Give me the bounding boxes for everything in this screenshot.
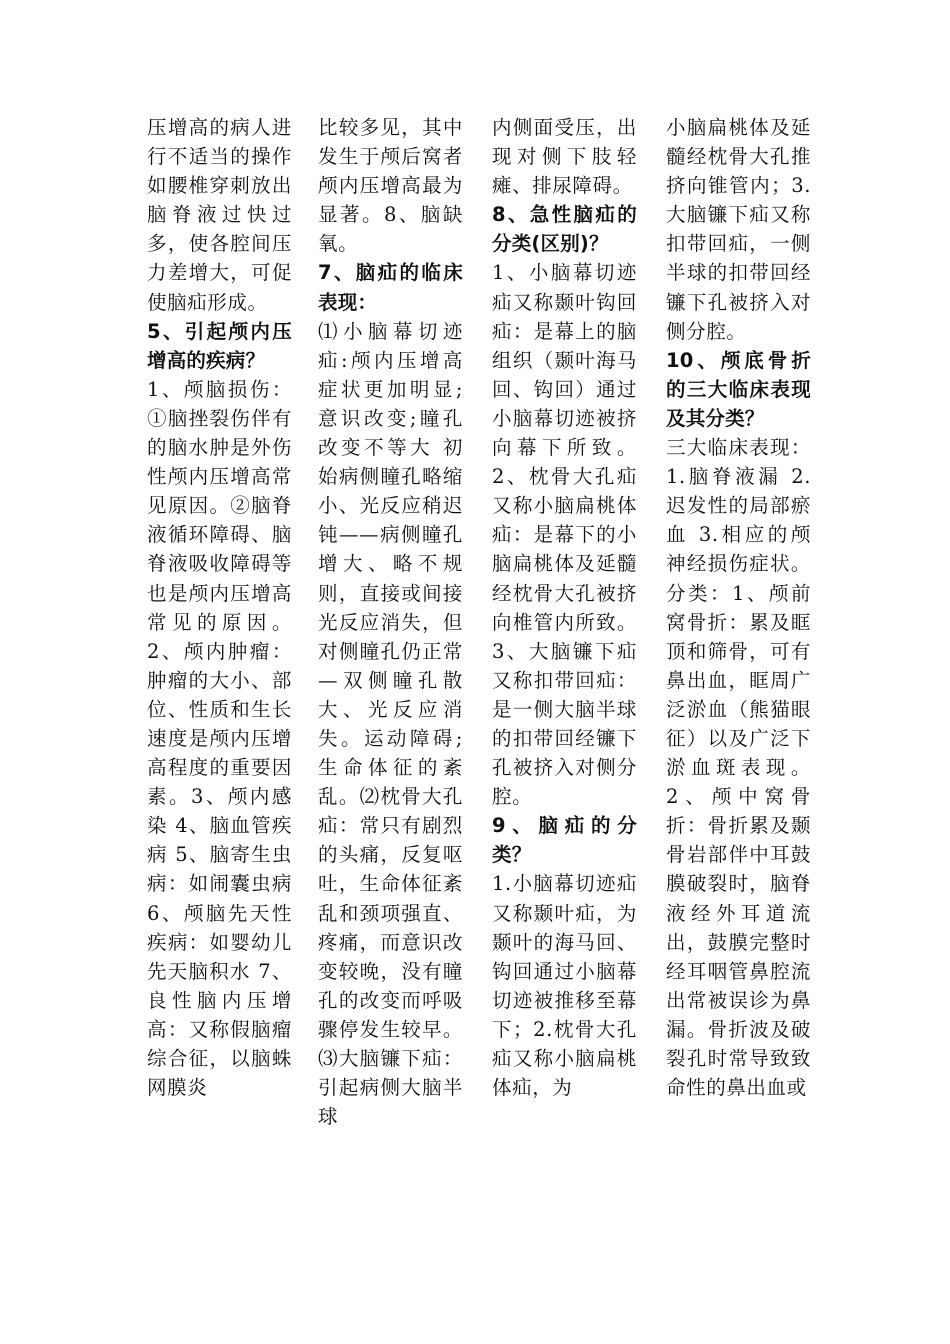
paragraph: 小脑扁桃体及延髓经枕骨大孔推挤向锥管内；3.大脑镰下疝又称扣带回疝，一侧半球的扣带回经镰下孔被挤入对侧分腔。	[666, 116, 811, 343]
paragraph: 1、颅脑损伤：①脑挫裂伤伴有的脑水肿是外伤性颅内压增高常见原因。②脑脊液循环障碍、脑脊液吸收障碍等也是颅内压增高常见的原因。2、颅内肿瘤：肿瘤的大小、部位、性质和生长速度是颅内压增高程度的重要因素。3、颅内感染 4、脑血管疾病 5、脑寄生虫病：如闹囊虫病 6、颅脑先天性疾病：如婴幼儿先天脑积水 7、良性脑内压增高：又称假脑瘤综合征，以脑蛛网膜炎	[147, 377, 292, 1100]
section-heading: 7、脑疝的临床表现：	[318, 261, 463, 314]
text-column-1	[147, 113, 292, 1102]
paragraph: ⑴小脑幕切迹疝:颅内压增高症状更加明显;意识改变;瞳孔改变不等大 初始病侧瞳孔略缩小、光反应稍迟钝——病侧瞳孔增大、略不规则，直接或间接光反应消失，但对侧瞳孔仍正常—双侧瞳孔散大、光反应消失。运动障碍;生命体征的紊乱。⑵枕骨大孔疝：常只有剧烈的头痛，反复呕吐，生命体征紊乱和颈项强直、疼痛，而意识改变较晚，没有瞳孔的改变而呼吸骤停发生较早。⑶大脑镰下疝：引起病侧大脑半球	[318, 319, 463, 1129]
paragraph: 压增高的病人进行不适当的操作如腰椎穿刺放出脑脊液过快过多，使各腔间压力差增大，可促使脑疝形成。	[147, 116, 292, 314]
section-heading: 10、颅底骨折的三大临床表现及其分类？	[666, 348, 811, 430]
paragraph: 三大临床表现：1.脑脊液漏 2.迟发性的局部瘀血 3.相应的颅神经损伤症状。分类：1、颅前窝骨折：累及眶顶和筛骨，可有鼻出血，眶周广泛淤血（熊猫眼征）以及广泛下淤血斑表现。2、颅中窝骨折：骨折累及颞骨岩部伴中耳鼓膜破裂时，脑脊液经外耳道流出，鼓膜完整时经耳咽管鼻腔流出常被误诊为鼻漏。骨折波及破裂孔时常导致致命性的鼻出血或	[666, 436, 811, 1100]
section-heading: 8、急性脑疝的分类(区别)？	[492, 203, 637, 256]
section-heading: 5、引起颅内压增高的疾病？	[147, 319, 292, 372]
text-column-2	[318, 113, 463, 1131]
paragraph: 1、小脑幕切迹疝又称颞叶钩回疝：是幕上的脑组织（颞叶海马回、钩回）通过小脑幕切迹被挤向幕下所致。 2、枕骨大孔疝又称小脑扁桃体疝：是幕下的小脑扁桃体及延髓经枕骨大孔被挤向椎管内所致。 3、大脑镰下疝又称扣带回疝：是一侧大脑半球的扣带回经镰下孔被挤入对侧分腔。	[492, 261, 637, 809]
paragraph: 1.小脑幕切迹疝又称颞叶疝，为颞叶的海马回、钩回通过小脑幕切迹被推移至幕下；2.枕骨大孔疝又称小脑扁桃体疝，为	[492, 872, 637, 1100]
text-column-3	[492, 113, 637, 1102]
text-column-4	[666, 113, 811, 1102]
paragraph: 内侧面受压，出现对侧下肢轻瘫、排尿障碍。	[492, 116, 637, 198]
section-heading: 9、脑疝的分类？	[492, 814, 637, 867]
paragraph: 比较多见，其中发生于颅后窝者颅内压增高最为显著。8、脑缺氧。	[318, 116, 463, 256]
